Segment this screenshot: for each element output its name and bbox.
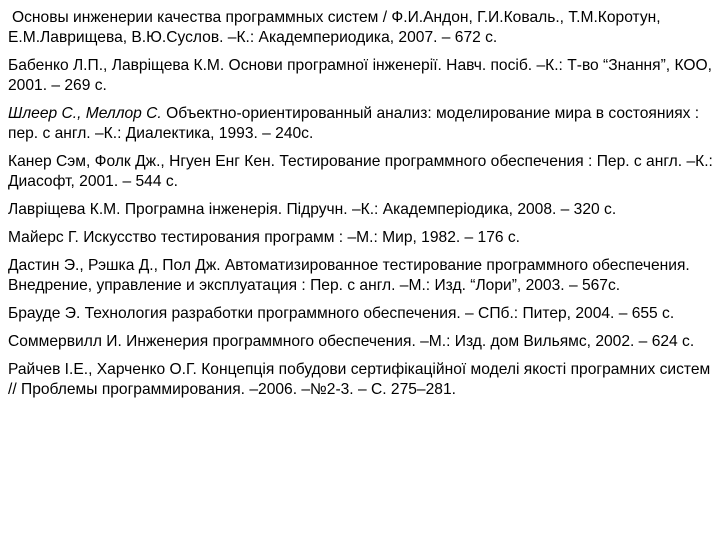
reference-text: Лаврiщева К.М. Програмна інженерія. Підручн. –К.: Академперіодика, 2008. – 320 с. [8, 201, 617, 218]
reference-text: Майерс Г. Искусство тестирования программ : –М.: Мир, 1982. – 176 с. [8, 229, 521, 246]
reference-text: Райчев І.Е., Харченко О.Г. Концепція побудови сертифікаційної моделі якості програмних систем // Проблемы программирования. –2006. –№2-3. – С. 275–281. [8, 361, 711, 398]
reference-text: Соммервилл И. Инженерия программного обеспечения. –М.: Изд. дом Вильямс, 2002. – 624 с. [8, 333, 695, 350]
reference-item-6 [8, 228, 714, 248]
reference-text: Брауде Э. Технология разработки программного обеспечения. – СПб.: Питер, 2004. – 655 с. [8, 305, 675, 322]
reference-item-10 [8, 360, 714, 400]
reference-text: Бабенко Л.П., Лаврiщева К.М. Основи програмної інженерії. Навч. посіб. –К.: Т-во “Знання”, КОО, 2001. – 269 с. [8, 57, 712, 94]
reference-item-4 [8, 152, 714, 192]
reference-text: Объектно-ориентированный анализ: моделирование мира в состояниях : пер. с англ. –К.: Диалектика, 1993. – 240с. [8, 105, 700, 142]
reference-list [8, 8, 714, 408]
reference-item-5 [8, 200, 714, 220]
reference-item-2 [8, 56, 714, 96]
reference-text: Основы инженерии качества программных систем / Ф.И.Андон, Г.И.Коваль., Т.М.Коротун, Е.М.Лаврищева, В.Ю.Суслов. –К.: Академпериодика, 2007. – 672 с. [8, 9, 661, 46]
reference-authors: Шлеер С., Меллор С. [8, 105, 162, 122]
reference-item-1 [8, 8, 714, 48]
reference-text: Канер Сэм, Фолк Дж., Нгуен Енг Кен. Тестирование программного обеспечения : Пер. с англ. –К.: Диасофт, 2001. – 544 с. [8, 153, 713, 190]
reference-item-8 [8, 304, 714, 324]
reference-item-7 [8, 256, 714, 296]
reference-item-9 [8, 332, 714, 352]
reference-item-3 [8, 104, 714, 144]
reference-text: Дастин Э., Рэшка Д., Пол Дж. Автоматизированное тестирование программного обеспечения. Внедрение, управление и эксплуатация : Пер. с англ. –М.: Изд. “Лори”, 2003. – 567с. [8, 257, 690, 294]
